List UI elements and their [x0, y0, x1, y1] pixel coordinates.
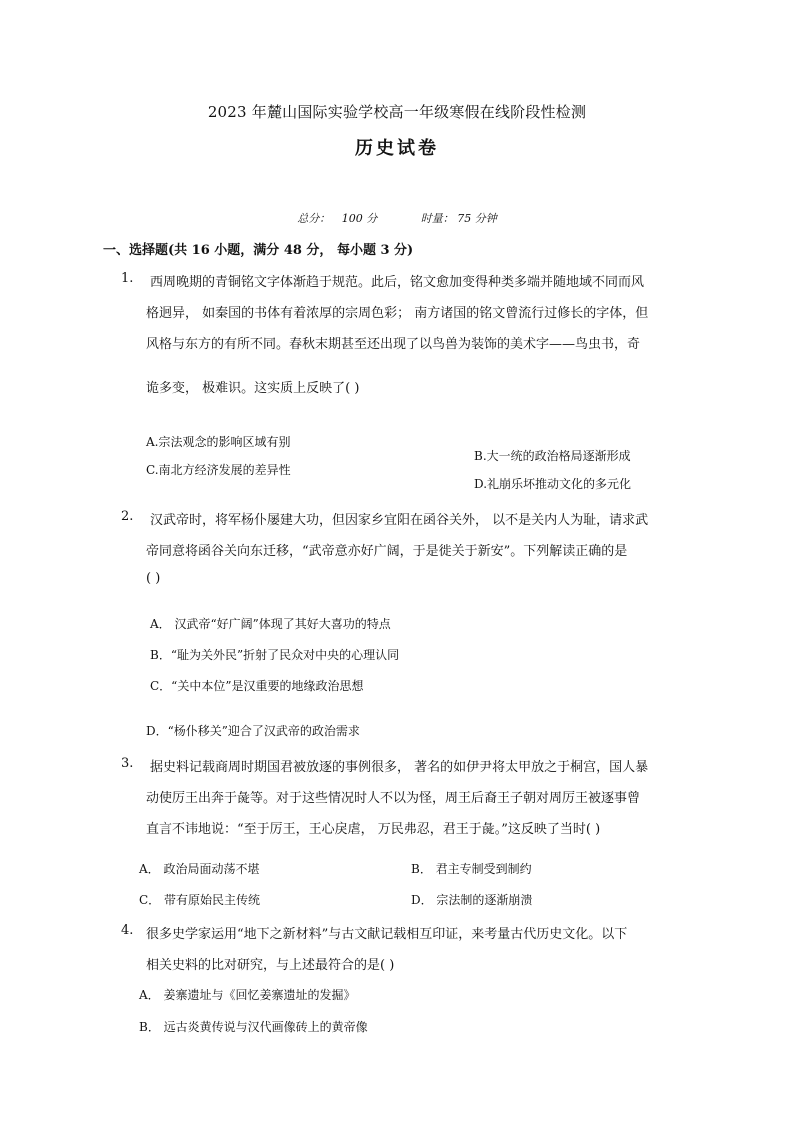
question-3-number: 3.: [121, 756, 134, 771]
question-3-line-1: 据史料记载商周时期国君被放逐的事例很多， 著名的如伊尹将太甲放之于桐宫，国人暴: [150, 760, 649, 775]
question-2-line-2: 帝同意将函谷关向东迁移，“武帝意亦好广阔，于是徙关于新安”。下列解读正确的是: [146, 544, 628, 559]
question-4-line-1: 很多史学家运用“地下之新材料”与古文献记载相互印证，来考量古代历史文化。以下: [146, 927, 628, 942]
question-3-option-a[interactable]: A． 政治局面动荡不堪: [139, 862, 260, 876]
question-3-line-2: 动使厉王出奔于彘等。对于这些情况时人不以为怪，周王后裔王子朝对周厉王被逐事曾: [146, 791, 641, 806]
question-1-number: 1.: [121, 271, 134, 286]
question-1-line-3: 风格与东方的有所不同。春秋末期甚至还出现了以鸟兽为装饰的美术字——鸟虫书，奇: [146, 337, 641, 352]
question-3-option-c[interactable]: C． 带有原始民主传统: [139, 893, 260, 907]
question-4-number: 4.: [121, 923, 134, 938]
question-2-option-c[interactable]: C．“关中本位”是汉重要的地缘政治思想: [150, 679, 364, 693]
exam-header-title: 2023 年麓山国际实验学校高一年级寒假在线阶段性检测: [207, 103, 587, 121]
question-2-line-3: ( ): [146, 571, 161, 586]
question-1-line-4: 诡多变， 极难识。这实质上反映了( ): [146, 381, 360, 396]
question-4-option-a[interactable]: A． 姜寨遗址与《回忆姜寨遗址的发掘》: [139, 988, 356, 1002]
question-3-line-3: 直言不讳地说：“至于厉王，王心戾虐， 万民弗忍，君王于彘。”这反映了当时( ): [146, 822, 601, 837]
question-2-line-1: 汉武帝时，将军杨仆屡建大功，但因家乡宜阳在函谷关外， 以不是关内人为耻，请求武: [150, 513, 649, 528]
question-1-line-1: 西周晚期的青铜铭文字体渐趋于规范。此后，铭文愈加变得种类多端并随地域不同而风: [150, 275, 645, 290]
question-3-option-b[interactable]: B． 君主专制受到制约: [411, 862, 532, 876]
question-2-option-d[interactable]: D．“杨仆移关”迎合了汉武帝的政治需求: [146, 724, 360, 738]
total-value: 100 分: [341, 212, 378, 225]
question-3-option-d[interactable]: D． 宗法制的逐渐崩溃: [411, 893, 533, 907]
time-value: 75 分钟: [457, 212, 497, 225]
question-2-option-b[interactable]: B．“耻为关外民”折射了民众对中央的心理认同: [150, 648, 400, 662]
time-label: 时量：: [420, 212, 454, 225]
question-1-line-2: 格迥异， 如秦国的书体有着浓厚的宗周色彩； 南方诸国的铭文曾流行过修长的字体，但: [146, 306, 649, 321]
score-time-line: [0, 210, 794, 226]
question-1-option-c[interactable]: C.南北方经济发展的差异性: [146, 463, 291, 477]
question-4-line-2: 相关史料的比对研究，与上述最符合的是( ): [146, 958, 395, 973]
question-1-option-a[interactable]: A.宗法观念的影响区域有别: [146, 435, 291, 449]
question-2-number: 2.: [121, 509, 134, 524]
question-1-option-d[interactable]: D.礼崩乐坏推动文化的多元化: [474, 477, 632, 491]
section-heading: 一、选择题(共 16 小题，满分 48 分， 每小题 3 分): [103, 243, 414, 258]
question-2-option-a[interactable]: A． 汉武帝“好广阔”体现了其好大喜功的特点: [150, 617, 391, 631]
question-4-option-b[interactable]: B． 远古炎黄传说与汉代画像砖上的黄帝像: [139, 1020, 368, 1034]
question-1-option-b[interactable]: B.大一统的政治格局逐渐形成: [474, 449, 631, 463]
subject-title: 历史试卷: [355, 138, 439, 159]
total-label: 总分：: [297, 212, 331, 225]
